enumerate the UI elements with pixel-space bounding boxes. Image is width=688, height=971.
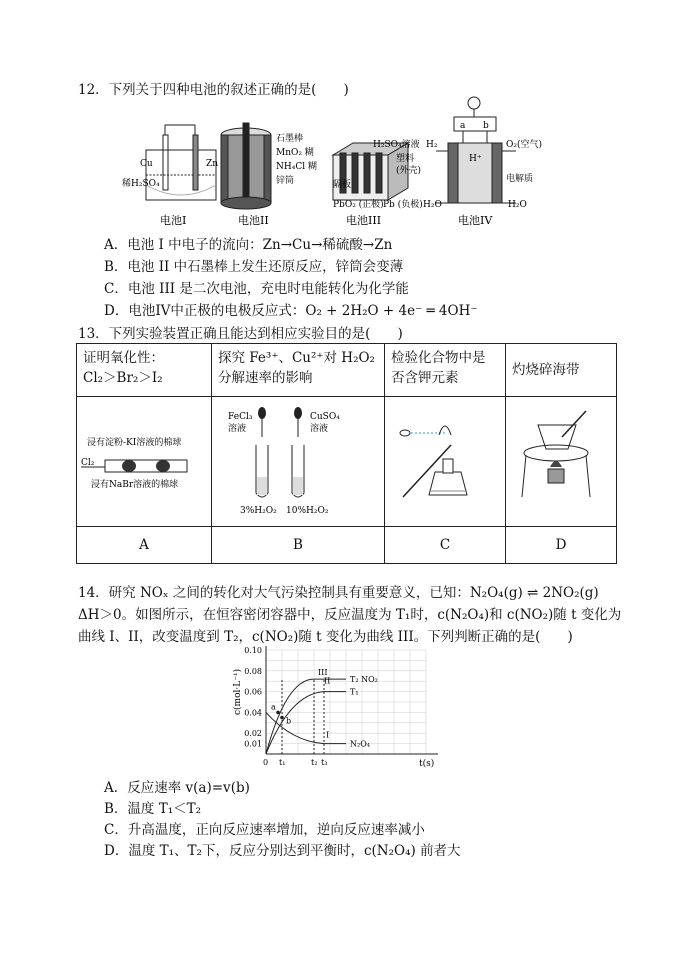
q14-stem-line2: ΔH＞0。如图所示，在恒容密闭容器中，反应温度为 T₁时，c(N₂O₄)和 c(NO₂)随 t 变化为 [78,607,622,623]
cell2-label-1: 石墨棒 [276,134,304,144]
q12-option-a: A．电池 I 中电子的流向：Zn→Cu→稀硫酸→Zn [104,237,393,253]
x-tick-label: t₁ [279,758,286,767]
header-a-line1: 证明氧化性： [83,350,164,366]
x-tick-label: t₃ [321,758,328,767]
series-II-name: II [324,676,331,686]
header-c-line2: 否含钾元素 [391,370,459,386]
y-tick-label: 0.01 [244,739,262,749]
series-II-label: T₁ [350,687,359,697]
header-a-line2: Cl₂＞Br₂＞I₂ [83,370,163,386]
q13-stem: 13．下列实验装置正确且能达到相应实验目的是( ) [78,326,403,342]
x-tick-label: t₂ [311,758,318,767]
cell4-label-electrolyte: 电解质 [506,174,534,184]
figB-left-sol: 溶液 [228,424,247,434]
cell3-label-1: H₂SO₄溶液 [373,140,420,150]
cell4-label-hplus: H⁺ [469,154,482,164]
series-III-line [266,676,346,754]
apparatus-b [212,397,385,527]
concentration-time-chart [226,640,456,774]
q14-option-d: D．温度 T₁、T₂下，反应分别达到平衡时，c(N₂O₄) 前者大 [104,843,461,859]
choice-b: B [212,527,385,564]
q12-battery-figure [118,95,568,230]
series-I-label: N₂O₄ [350,739,370,749]
q12-option-b: B．电池 II 中石墨棒上发生还原反应，锌筒会变薄 [104,259,404,275]
q14-option-b: B．温度 T₁＜T₂ [104,801,202,817]
point-b [280,716,284,720]
y-tick-label: 0.04 [244,708,262,718]
cell4-label-h2: H₂ [426,140,438,150]
cell1-acid: 稀H₂SO₄ [122,179,160,189]
header-d [506,344,617,397]
q12-stem: 12．下列关于四种电池的叙述正确的是( ) [78,82,349,98]
q14-option-a: A．反应速率 v(a)=v(b) [104,780,250,796]
point-a-label: a [271,702,276,712]
apparatus-c [385,397,506,527]
y-tick-label: 0.10 [244,646,262,655]
q12-option-d: D．电池IV中正极的电极反应式：O₂ + 2H₂O + 4e⁻ ═ 4OH⁻ [104,303,478,319]
series-III-label: T₂ NO₂ [350,675,378,685]
battery-2 [221,123,271,209]
figA-top: 浸有淀粉-KI溶液的棉球 [87,438,182,448]
apparatus-d [506,397,617,527]
cell3-label-2: 塑料 [396,154,415,164]
q13-table [76,343,617,564]
q12-option-c: C．电池 III 是二次电池，充电时电能转化为化学能 [104,281,409,297]
battery-4 [436,97,516,203]
chart-xlabel: t(s) [419,759,435,769]
cell1-zn: Zn [206,159,219,169]
cell2-label-2: MnO₂ 糊 [276,148,314,158]
y-tick-label: 0.06 [244,687,262,697]
header-b [212,344,385,397]
cell3-label-5: PbO₂ (正极) [333,200,384,210]
figA-gas: Cl₂ [81,458,95,468]
cell2-label-4: 锌筒 [276,176,295,186]
header-d-line1: 灼烧碎海带 [512,362,580,378]
cell3-caption: 电池III [346,214,382,227]
cell4-label-h2o-right: H₂O [508,200,527,210]
cell2-caption: 电池II [238,214,269,227]
series-I-name: I [326,730,330,740]
figB-right-sol: 溶液 [310,424,329,434]
cell2-label-3: NH₄Cl 糊 [276,162,317,172]
cell1-cu: Cu [140,159,153,169]
choice-d: D [506,527,617,564]
cell1-caption: 电池I [160,214,187,227]
cell3-label-6: Pb (负极) [383,200,423,210]
apparatus-a [77,397,212,527]
q14-stem-line3: 曲线 I、II，改变温度到 T₂，c(NO₂)随 t 变化为曲线 III。下列判断正确的是( ) [78,629,573,645]
q14-option-c: C．升高温度，正向反应速率增加，逆向反应速率减小 [104,822,425,838]
header-b-line2: 分解速率的影响 [218,370,313,386]
q14-stem-line1: 14．研究 NOₓ 之间的转化对大气污染控制具有重要意义，已知：N₂O₄(g) ⇌ 2NO₂(g) [78,585,599,601]
cell4-label-b: b [483,121,489,131]
figB-left-reagent: FeCl₃ [228,412,253,422]
figB-right-reagent: CuSO₄ [310,412,340,422]
header-a [77,344,212,397]
cell4-caption: 电池IV [458,214,493,227]
figB-left-tube: 3%H₂O₂ [240,506,277,516]
choice-a: A [77,527,212,564]
choice-c: C [385,527,506,564]
point-a [276,711,280,715]
header-c [385,344,506,397]
header-b-line1: 探究 Fe³⁺、Cu²⁺对 H₂O₂ [218,350,375,366]
chart-ylabel: c(mol·L⁻¹) [233,668,243,715]
cell3-label-4: 隔板 [333,180,352,190]
cell3-label-3: (外壳) [396,166,422,176]
point-b-label: b [286,716,292,726]
y-tick-label: 0.08 [244,666,262,676]
y-tick-label: 0.02 [244,729,262,739]
header-c-line1: 检验化合物中是 [391,350,486,366]
cell4-label-a: a [460,121,466,131]
cell4-label-h2o-left: H₂O [423,200,442,210]
cell4-label-o2: O₂(空气) [506,140,543,150]
series-III-name: III [318,668,328,678]
x-tick-label: 0 [263,758,269,767]
figA-bottom: 浸有NaBr溶液的棉球 [91,480,179,490]
figB-right-tube: 10%H₂O₂ [286,506,329,516]
